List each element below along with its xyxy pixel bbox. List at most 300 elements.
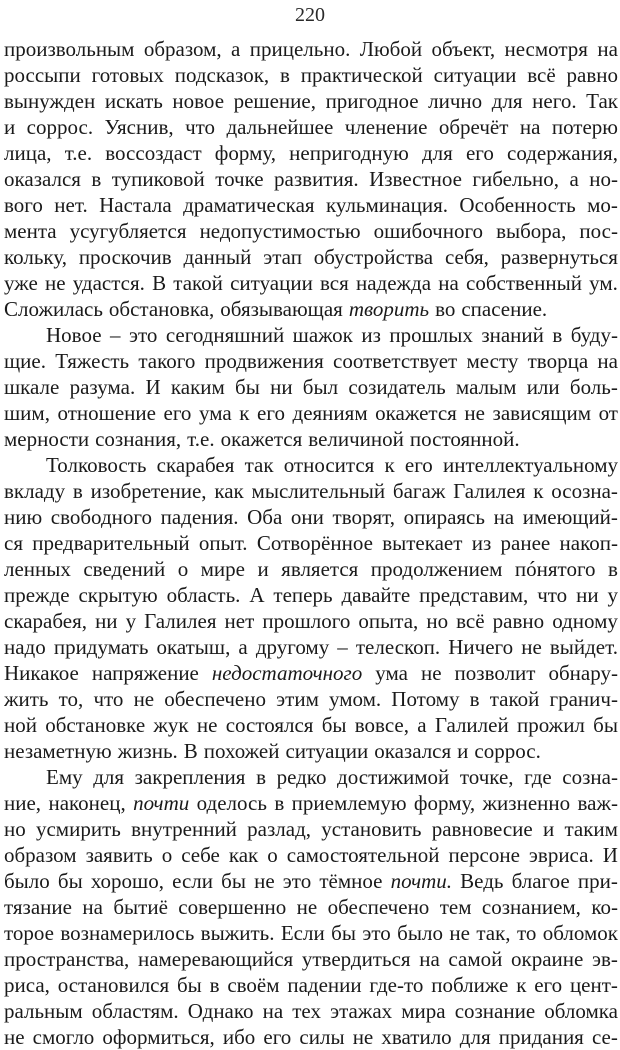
text-word: как	[228, 843, 259, 867]
text-word: ной	[4, 713, 37, 737]
text-line	[4, 426, 618, 452]
text-word: творить	[348, 297, 430, 321]
text-word: тёмное	[319, 869, 383, 893]
text-word: тупиковой	[111, 167, 205, 191]
text-line	[4, 296, 618, 322]
text-word: интеллектуальному	[442, 453, 618, 477]
text-word: Потому	[391, 687, 460, 711]
text-word: на	[438, 271, 459, 295]
text-word: ние,	[4, 791, 42, 815]
text-word: телескоп.	[355, 635, 441, 659]
text-word: приемлемую	[291, 791, 407, 815]
text-word: во	[435, 297, 456, 321]
text-word: в	[91, 167, 102, 191]
text-word: равно	[566, 63, 618, 87]
text-word: заявить	[85, 843, 153, 867]
text-word: созидатель	[348, 375, 446, 399]
text-word: не	[254, 869, 275, 893]
text-word: самой	[448, 947, 503, 971]
text-word: –	[109, 323, 121, 347]
text-word: ибо	[222, 1025, 256, 1049]
text-word: на	[419, 947, 440, 971]
text-word: то,	[58, 687, 84, 711]
text-line	[4, 556, 618, 582]
text-word: оказался	[374, 739, 452, 763]
text-word: это	[362, 921, 391, 945]
text-word: что	[185, 115, 216, 139]
text-word: вынужден	[4, 89, 96, 113]
text-word: установить	[321, 817, 422, 841]
text-word: накоп-	[559, 531, 618, 555]
text-word: торое	[4, 921, 54, 945]
text-word: багаж	[392, 479, 446, 503]
text-word: данный	[183, 245, 252, 269]
text-word: продвижения	[204, 349, 324, 373]
text-word: но	[4, 817, 26, 841]
page-number: 220	[295, 4, 325, 26]
text-word: вся	[320, 271, 349, 295]
text-word: его	[534, 973, 563, 997]
text-word: оформиться,	[102, 1025, 215, 1049]
text-word: не	[521, 635, 542, 659]
text-word: намеревающийся	[137, 947, 294, 971]
text-word: является	[281, 557, 359, 581]
text-word: разума.	[69, 375, 136, 399]
text-word: обломок	[542, 921, 618, 945]
text-word: дальнейшее	[226, 115, 334, 139]
text-word: кульминация.	[325, 193, 448, 217]
text-word: на	[519, 115, 541, 139]
text-word: развернуться	[500, 245, 618, 269]
text-word: равно	[492, 609, 545, 633]
text-line	[46, 764, 618, 790]
text-word: при-	[577, 869, 618, 893]
text-word: почти	[133, 791, 190, 815]
text-word: из	[471, 531, 492, 555]
text-word: состоялся	[225, 713, 314, 737]
text-word: шкале	[4, 375, 60, 399]
text-word: окатыш,	[156, 635, 231, 659]
text-word: Сложилась	[4, 297, 103, 321]
text-word: для	[93, 765, 125, 789]
text-word: внутренний	[131, 817, 237, 841]
text-word: важ-	[577, 791, 618, 815]
text-word: так	[244, 453, 274, 477]
text-word: для	[459, 1025, 491, 1049]
text-word: напряжение	[91, 661, 199, 685]
text-word: это	[282, 869, 312, 893]
text-word: подсказок,	[174, 63, 270, 87]
text-word: и	[542, 817, 555, 841]
text-word: усмирить	[35, 817, 121, 841]
text-word: драматическая	[183, 193, 315, 217]
text-word: прошлого	[262, 609, 351, 633]
text-word: окажется	[220, 427, 303, 451]
text-word: опыт.	[198, 531, 248, 555]
text-word: своём	[227, 973, 280, 997]
text-word: утвердиться	[301, 947, 411, 971]
text-word: сознания,	[95, 427, 182, 451]
text-word: В	[183, 739, 198, 763]
text-word: его	[163, 401, 192, 425]
text-word: Ничего	[448, 635, 514, 659]
text-word: Оба	[247, 505, 283, 529]
text-word: осозна-	[551, 479, 618, 503]
text-word: Ему	[46, 765, 83, 789]
text-line	[4, 868, 618, 894]
text-word: всё	[527, 63, 556, 87]
text-word: Галилея	[144, 609, 217, 633]
text-word: форму,	[413, 791, 476, 815]
text-word: гибельно,	[472, 167, 560, 191]
text-word: готовых	[91, 63, 164, 87]
text-line	[4, 218, 618, 244]
text-word: скарабея	[156, 453, 235, 477]
text-word: если	[172, 869, 214, 893]
text-word: а	[238, 635, 248, 659]
text-word: соответствует	[333, 349, 458, 373]
text-word: обеспечено	[327, 895, 430, 919]
text-word: бы	[176, 973, 202, 997]
text-word: бы	[593, 713, 618, 737]
text-line	[4, 88, 618, 114]
text-word: бытиё	[113, 895, 168, 919]
text-line	[4, 62, 618, 88]
text-word: обстановка,	[108, 297, 215, 321]
text-word: не	[296, 895, 318, 919]
text-word: не	[196, 713, 218, 737]
text-word: И	[602, 843, 618, 867]
text-word: точке	[215, 167, 264, 191]
text-line	[4, 400, 618, 426]
text-word: произвольным	[4, 37, 135, 61]
text-word: ранее	[500, 531, 551, 555]
text-word: образом	[4, 843, 77, 867]
text-word: его	[465, 141, 494, 165]
text-word: риса,	[4, 973, 50, 997]
text-word: благое	[511, 869, 570, 893]
text-word: ум.	[589, 271, 618, 295]
text-line	[4, 608, 618, 634]
text-word: у	[607, 583, 618, 607]
text-word: теперь	[273, 583, 333, 607]
text-word: месту	[466, 349, 519, 373]
text-word: тязание	[4, 895, 72, 919]
text-line	[4, 686, 618, 712]
text-word: тем	[439, 895, 472, 919]
text-word: его	[404, 453, 433, 477]
text-word: знаний	[481, 323, 544, 347]
text-line	[46, 452, 618, 478]
text-word: о	[161, 843, 173, 867]
text-word: почти.	[390, 869, 452, 893]
text-word: персоне	[448, 843, 520, 867]
text-word: обеспечено	[164, 687, 266, 711]
text-word: Ведь	[460, 869, 504, 893]
text-word: этажах	[330, 999, 393, 1023]
text-word: сознание	[454, 999, 536, 1023]
text-word: не	[44, 271, 66, 295]
text-word: творца	[527, 349, 589, 373]
text-word: постоянной.	[409, 427, 520, 451]
text-line	[4, 842, 618, 868]
text-word: кольку,	[4, 245, 67, 269]
text-word: малым	[455, 375, 517, 399]
text-word: окраине	[511, 947, 584, 971]
text-word: т.е.	[187, 427, 215, 451]
text-word: они	[290, 505, 324, 529]
text-word: равновесие	[431, 817, 533, 841]
text-word: а	[569, 167, 579, 191]
text-word: редко	[276, 765, 327, 789]
text-word: совершенно	[178, 895, 287, 919]
text-word: опираясь	[403, 505, 485, 529]
text-word: незаметную	[4, 739, 112, 763]
text-word: ральным	[4, 999, 83, 1023]
text-word: прошлых	[389, 323, 473, 347]
text-line	[4, 816, 618, 842]
text-word: и	[457, 739, 469, 763]
text-word: не	[352, 1025, 374, 1049]
text-line	[4, 712, 618, 738]
text-word: ситуации	[433, 63, 517, 87]
text-word: всё	[456, 609, 485, 633]
text-word: представим,	[419, 583, 529, 607]
text-word: бы	[221, 869, 246, 893]
text-word: падении	[287, 973, 362, 997]
text-word: областям.	[91, 999, 179, 1023]
text-word: на	[597, 349, 618, 373]
text-word: так,	[476, 921, 511, 945]
text-word: жук	[153, 713, 189, 737]
text-word: боль-	[569, 375, 618, 399]
text-word: такой	[489, 687, 540, 711]
text-word: не	[420, 661, 442, 685]
text-line	[4, 504, 618, 530]
text-word: смогло	[32, 1025, 95, 1049]
text-word: эвриса.	[528, 843, 594, 867]
text-word: буду-	[570, 323, 618, 347]
text-word: вого	[4, 193, 43, 217]
text-word: придания	[498, 1025, 584, 1049]
text-word: такого	[138, 349, 196, 373]
text-word: объект,	[431, 37, 496, 61]
text-word: Так	[586, 89, 618, 113]
text-line	[4, 1024, 618, 1050]
text-word: в	[469, 687, 480, 711]
text-word: ленных	[4, 557, 71, 581]
text-word: деяниям	[292, 401, 368, 425]
text-word: пространства,	[4, 947, 130, 971]
text-word: самостоятельной	[286, 843, 440, 867]
text-word: для	[491, 89, 523, 113]
text-word: мо-	[587, 193, 618, 217]
text-word: решение,	[233, 89, 316, 113]
text-word: скарабея,	[4, 609, 87, 633]
text-line	[4, 634, 618, 660]
text-word: россыпи	[4, 63, 81, 87]
text-word: но	[426, 609, 449, 633]
text-word: свободного	[50, 505, 152, 529]
text-word: не	[464, 401, 485, 425]
text-word: щие.	[4, 349, 46, 373]
text-line	[4, 348, 618, 374]
text-word: непригодную	[289, 141, 409, 165]
text-word: в	[608, 557, 618, 581]
text-word: Однако	[187, 999, 254, 1023]
text-word: форму,	[214, 141, 277, 165]
text-word: силы	[299, 1025, 345, 1049]
text-word: себе	[181, 843, 220, 867]
text-word: пос-	[579, 219, 618, 243]
text-word: надо	[4, 635, 46, 659]
text-word: или	[526, 375, 560, 399]
text-word: сведений	[83, 557, 166, 581]
text-word: членение	[344, 115, 428, 139]
text-word: хватило	[381, 1025, 452, 1049]
text-word: умом.	[329, 687, 382, 711]
text-word: шим,	[4, 401, 50, 425]
text-word: Известное	[369, 167, 462, 191]
text-word: хорошо,	[90, 869, 164, 893]
text-word: прицельно.	[249, 37, 351, 61]
text-word: не	[133, 687, 155, 711]
text-word: продолжением	[370, 557, 503, 581]
text-word: такой	[173, 271, 223, 295]
text-word: новое	[172, 89, 225, 113]
text-line	[4, 790, 618, 816]
text-word: падения.	[160, 505, 239, 529]
text-word: а	[231, 37, 241, 61]
text-word: усугубляется	[69, 219, 187, 243]
text-line	[4, 894, 618, 920]
text-word: разлад,	[247, 817, 312, 841]
text-word: обнару-	[548, 661, 618, 685]
text-word: соррос.	[474, 739, 541, 763]
text-word: мента	[4, 219, 57, 243]
text-word: достижимой	[337, 765, 450, 789]
text-word: был	[302, 375, 339, 399]
text-word: Новое	[46, 323, 102, 347]
text-line	[4, 36, 618, 62]
text-word: область.	[166, 583, 241, 607]
text-word: одному	[552, 609, 618, 633]
text-word: в	[274, 791, 285, 815]
text-word: жизненно	[482, 791, 571, 815]
text-word: воссоздаст	[105, 141, 202, 165]
text-word: нет.	[54, 193, 88, 217]
text-word: о	[177, 557, 189, 581]
text-word: где-то	[369, 973, 424, 997]
text-word: в	[280, 63, 290, 87]
text-line	[4, 946, 618, 972]
text-word: Любой	[359, 37, 423, 61]
text-word: содержания,	[507, 141, 618, 165]
text-word: ума	[375, 661, 408, 685]
text-word: что	[93, 687, 124, 711]
text-word: предварительный	[32, 531, 190, 555]
text-word: развития.	[274, 167, 359, 191]
text-line	[4, 192, 618, 218]
text-word: ко-	[591, 895, 618, 919]
text-word: как	[214, 479, 244, 503]
text-word: недопустимостью	[199, 219, 361, 243]
text-word: проскочив	[78, 245, 172, 269]
text-word: к	[384, 453, 395, 477]
text-word: этим	[276, 687, 319, 711]
text-word: Сотворённое	[256, 531, 373, 555]
text-word: остановился	[57, 973, 170, 997]
text-word: таким	[564, 817, 618, 841]
text-word: сегодняшний	[165, 323, 285, 347]
text-word: другому	[255, 635, 330, 659]
text-word: А	[249, 583, 265, 607]
text-word: похожей	[203, 739, 280, 763]
text-word: т.е.	[64, 141, 93, 165]
text-word: обустройства	[313, 245, 434, 269]
text-word: зависящим	[492, 401, 591, 425]
text-line	[4, 270, 618, 296]
text-word: шажок	[292, 323, 353, 347]
text-word: обстановке	[45, 713, 146, 737]
text-word: обязывающая	[220, 297, 343, 321]
text-word: каким	[170, 375, 225, 399]
text-word: вовсе,	[354, 713, 409, 737]
text-word: выйдет.	[549, 635, 618, 659]
text-word: ни	[95, 609, 118, 633]
text-word: то	[516, 921, 537, 945]
text-line	[4, 660, 618, 686]
text-word: но-	[589, 167, 618, 191]
text-word: искать	[104, 89, 163, 113]
text-word: вытекает	[382, 531, 463, 555]
text-word: относится	[283, 453, 375, 477]
text-word: гранич-	[549, 687, 618, 711]
text-word: для	[421, 141, 453, 165]
text-word: Особенность	[459, 193, 576, 217]
text-word: ума	[199, 401, 232, 425]
text-word: бы	[57, 869, 83, 893]
text-word: уже	[4, 271, 38, 295]
text-word: мерности	[4, 427, 90, 451]
text-word: это	[128, 323, 158, 347]
text-word: ни	[270, 375, 293, 399]
text-word: него.	[532, 89, 577, 113]
text-word: наконец,	[48, 791, 126, 815]
text-word: величиной	[308, 427, 404, 451]
text-line	[4, 972, 618, 998]
text-word: лично	[428, 89, 483, 113]
text-word: бы	[321, 713, 347, 737]
text-word: Тяжесть	[55, 349, 130, 373]
text-word: и	[257, 557, 269, 581]
text-word: нию	[4, 505, 43, 529]
text-line	[4, 998, 618, 1024]
text-word: на	[82, 895, 103, 919]
text-word: соррос.	[26, 115, 94, 139]
text-line	[4, 530, 618, 556]
text-word: ни	[576, 583, 599, 607]
text-word: творят,	[332, 505, 395, 529]
text-line	[4, 374, 618, 400]
text-word: тех	[292, 999, 321, 1023]
text-word: и	[4, 115, 16, 139]
text-word: к	[516, 973, 527, 997]
text-word: позволит	[454, 661, 536, 685]
text-word: –	[337, 635, 348, 659]
text-word: бы	[331, 921, 356, 945]
text-word: точке,	[459, 765, 514, 789]
